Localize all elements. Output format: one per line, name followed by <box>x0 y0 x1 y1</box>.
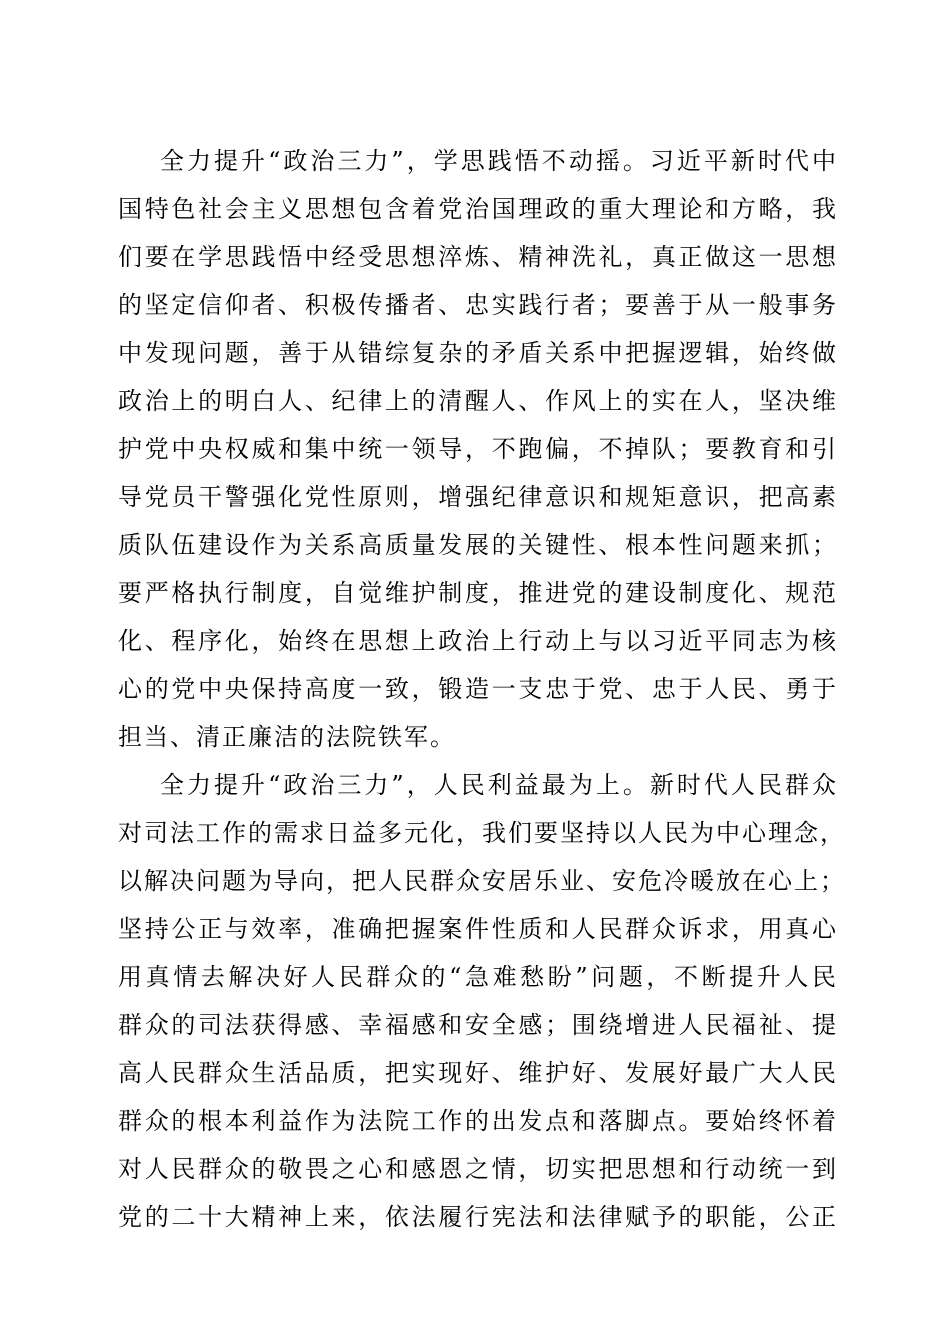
paragraph-line: 党的二十大精神上来，依法履行宪法和法律赋予的职能，公正 <box>118 1203 838 1231</box>
paragraph-line: 质队伍建设作为关系高质量发展的关键性、根本性问题来抓； <box>118 531 838 559</box>
paragraph-line: 全力提升“政治三力”，人民利益最为上。新时代人民群众 <box>160 771 838 799</box>
paragraph-line: 高人民群众生活品质，把实现好、维护好、发展好最广大人民 <box>118 1059 838 1087</box>
paragraph-line: 用真情去解决好人民群众的“急难愁盼”问题，不断提升人民 <box>118 963 838 991</box>
paragraph-line: 们要在学思践悟中经受思想淬炼、精神洗礼，真正做这一思想 <box>118 243 838 271</box>
paragraph-line: 群众的司法获得感、幸福感和安全感；围绕增进人民福祉、提 <box>118 1011 838 1039</box>
paragraph-line: 要严格执行制度，自觉维护制度，推进党的建设制度化、规范 <box>118 579 838 607</box>
paragraph-line: 国特色社会主义思想包含着党治国理政的重大理论和方略，我 <box>118 195 838 223</box>
paragraph-line: 的坚定信仰者、积极传播者、忠实践行者；要善于从一般事务 <box>118 291 838 319</box>
paragraph-2 <box>118 761 846 1241</box>
paragraph-line: 对人民群众的敬畏之心和感恩之情，切实把思想和行动统一到 <box>118 1155 838 1183</box>
paragraph-line: 导党员干警强化党性原则，增强纪律意识和规矩意识，把高素 <box>118 483 838 511</box>
paragraph-line: 化、程序化，始终在思想上政治上行动上与以习近平同志为核 <box>118 627 838 655</box>
paragraph-line: 担当、清正廉洁的法院铁军。 <box>118 723 456 751</box>
paragraph-1 <box>118 137 838 761</box>
paragraph-line: 政治上的明白人、纪律上的清醒人、作风上的实在人，坚决维 <box>118 387 838 415</box>
paragraph-line: 心的党中央保持高度一致，锻造一支忠于党、忠于人民、勇于 <box>118 675 838 703</box>
paragraph-line: 对司法工作的需求日益多元化，我们要坚持以人民为中心理念， <box>118 819 846 847</box>
paragraph-line: 以解决问题为导向，把人民群众安居乐业、安危冷暖放在心上； <box>118 867 846 895</box>
document-body <box>118 137 846 1241</box>
paragraph-line: 全力提升“政治三力”，学思践悟不动摇。习近平新时代中 <box>160 147 838 175</box>
paragraph-line: 群众的根本利益作为法院工作的出发点和落脚点。要始终怀着 <box>118 1107 838 1135</box>
paragraph-line: 中发现问题，善于从错综复杂的矛盾关系中把握逻辑，始终做 <box>118 339 838 367</box>
paragraph-line: 坚持公正与效率，准确把握案件性质和人民群众诉求，用真心 <box>118 915 838 943</box>
paragraph-line: 护党中央权威和集中统一领导，不跑偏，不掉队；要教育和引 <box>118 435 838 463</box>
